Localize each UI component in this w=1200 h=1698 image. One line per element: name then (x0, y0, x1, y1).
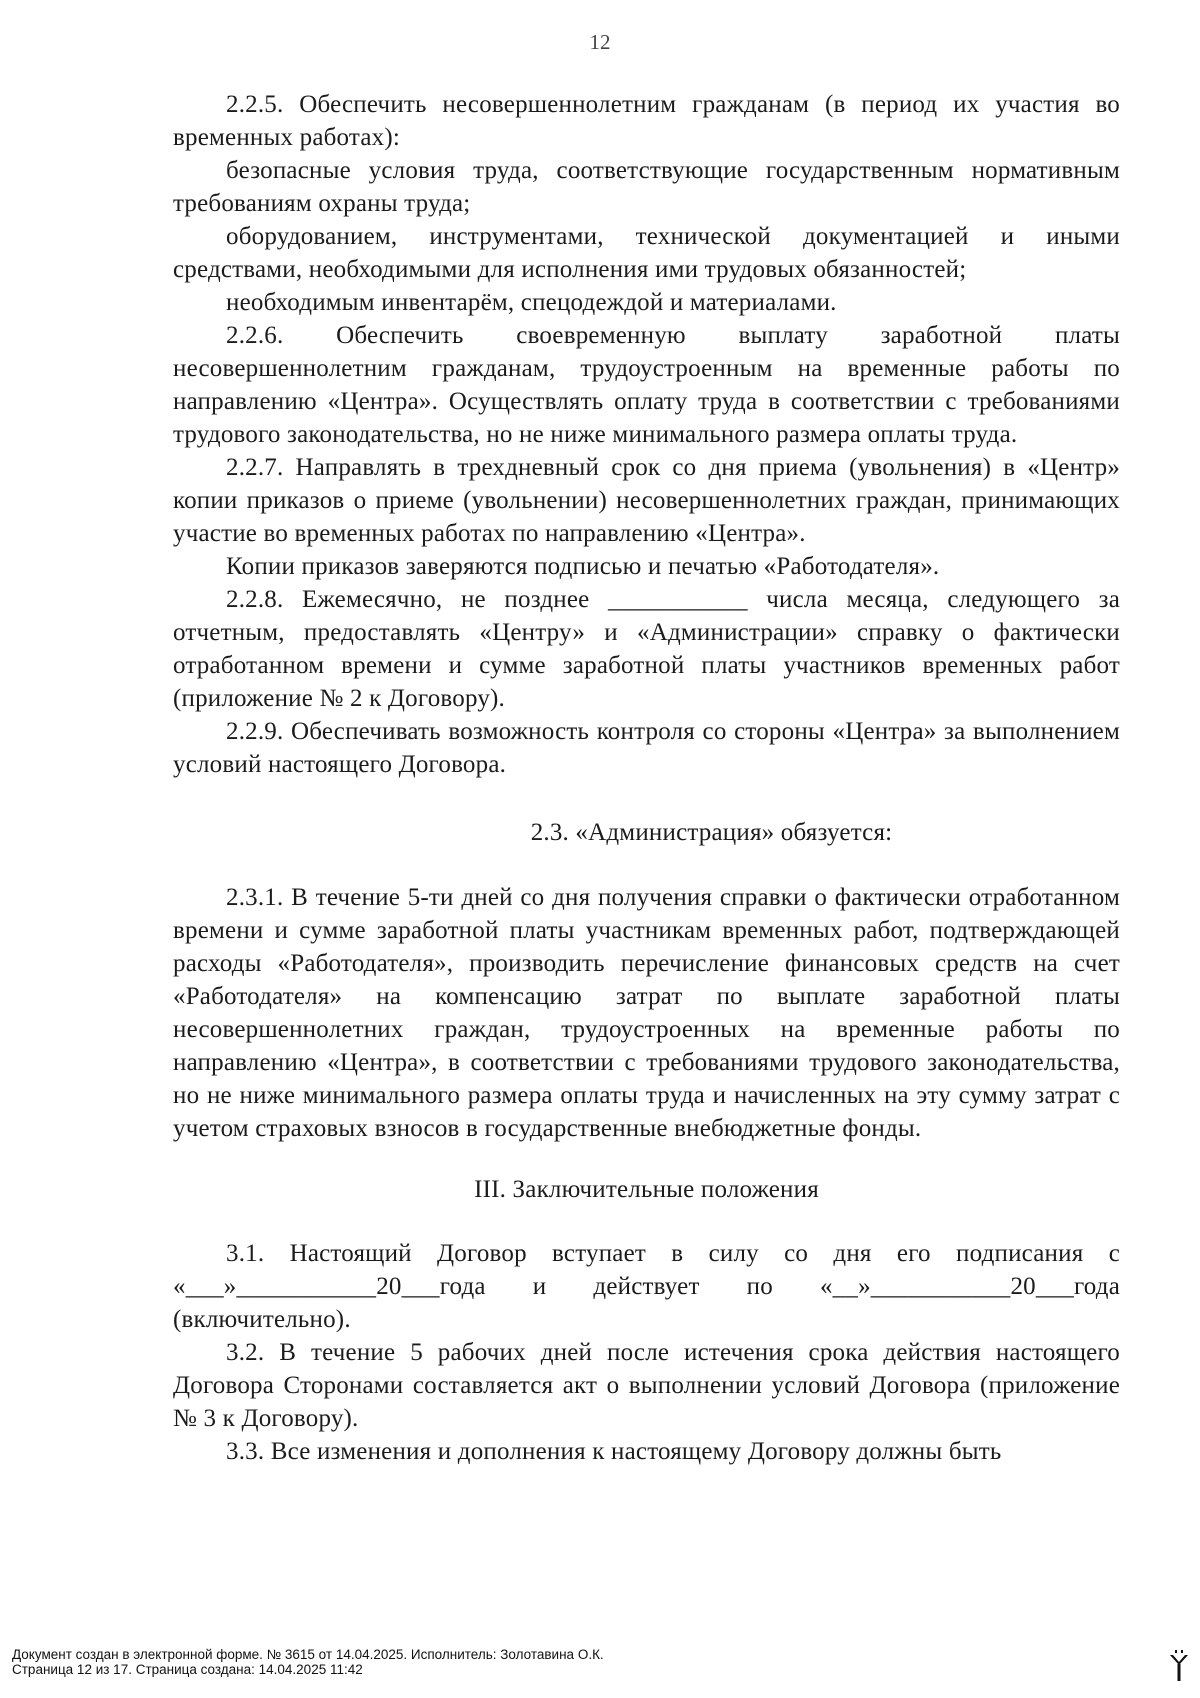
emblem-icon (1168, 1649, 1190, 1683)
clause-3-1: 3.1. Настоящий Договор вступает в силу со дня его подписания с «___»___________20___года и действует по «__»___________20___года (включительно). (173, 1240, 1120, 1333)
clause-2-2-7-note: Копии приказов заверяются подписью и печатью «Работодателя». (226, 553, 940, 580)
footer-line-document-info: Документ создан в электронной форме. № 3615 от 14.04.2025. Исполнитель: Золотавина О.К. (12, 1647, 604, 1662)
page-number: 12 (589, 30, 611, 54)
document-footer (12, 1647, 1132, 1677)
section-3-heading: III. Заключительные положения (474, 1176, 819, 1203)
clause-2-2-5-item-inventory: необходимым инвентарём, спецодеждой и материалами. (226, 289, 837, 316)
footer-line-page-info: Страница 12 из 17. Страница создана: 14.04.2025 11:42 (12, 1662, 363, 1677)
clause-2-2-9: 2.2.9. Обеспечивать возможность контроля со стороны «Центра» за выполнением условий настоящего Договора. (173, 718, 1120, 778)
clause-2-2-5: 2.2.5. Обеспечить несовершеннолетним гражданам (в период их участия во временных работах): (173, 91, 1120, 151)
clause-2-2-6: 2.2.6. Обеспечить своевременную выплату заработной платы несовершеннолетним гражданам, трудоустроенным на временные работы по направлению «Центра». Осуществлять оплату труда в соответствии с требованиями трудового законодательства, но не ниже минимального размера оплаты труда. (173, 322, 1120, 448)
clause-2-2-7: 2.2.7. Направлять в трехдневный срок со дня приема (увольнения) в «Центр» копии приказов о приеме (увольнении) несовершеннолетних граждан, принимающих участие во временных работах по направлению «Центра». (173, 454, 1120, 547)
clause-2-2-5-item-equipment: оборудованием, инструментами, технической документацией и иными средствами, необходимыми для исполнения ими трудовых обязанностей; (173, 223, 1120, 283)
clause-3-3: 3.3. Все изменения и дополнения к настоящему Договору должны быть (226, 1438, 1002, 1465)
clause-2-3-1: 2.3.1. В течение 5-ти дней со дня получения справки о фактически отработанном времени и сумме заработной платы участникам временных работ, подтверждающей расходы «Работодателя», производить перечисление финансовых средств на счет «Работодателя» на компенсацию затрат по выплате заработной платы несовершеннолетних граждан, трудоустроенных на временные работы по направлению «Центра», в соответствии с требованиями трудового законодательства, но не ниже минимального размера оплаты труда и начисленных на эту сумму затрат с учетом страховых взносов в государственные внебюджетные фонды. (173, 884, 1120, 1142)
clause-2-2-5-item-safety: безопасные условия труда, соответствующие государственным нормативным требованиям охраны труда; (173, 157, 1120, 217)
clause-3-2: 3.2. В течение 5 рабочих дней после истечения срока действия настоящего Договора Сторонами составляется акт о выполнении условий Договора (приложение № 3 к Договору). (173, 1339, 1120, 1432)
document-body (173, 88, 1120, 1468)
clause-2-2-8: 2.2.8. Ежемесячно, не позднее ___________ числа месяца, следующего за отчетным, предоставлять «Центру» и «Администрации» справку о фактически отработанном времени и сумме заработной платы участников временных работ (приложение № 2 к Договору). (173, 586, 1120, 712)
section-2-3-heading: 2.3. «Администрация» обязуется: (530, 819, 893, 846)
